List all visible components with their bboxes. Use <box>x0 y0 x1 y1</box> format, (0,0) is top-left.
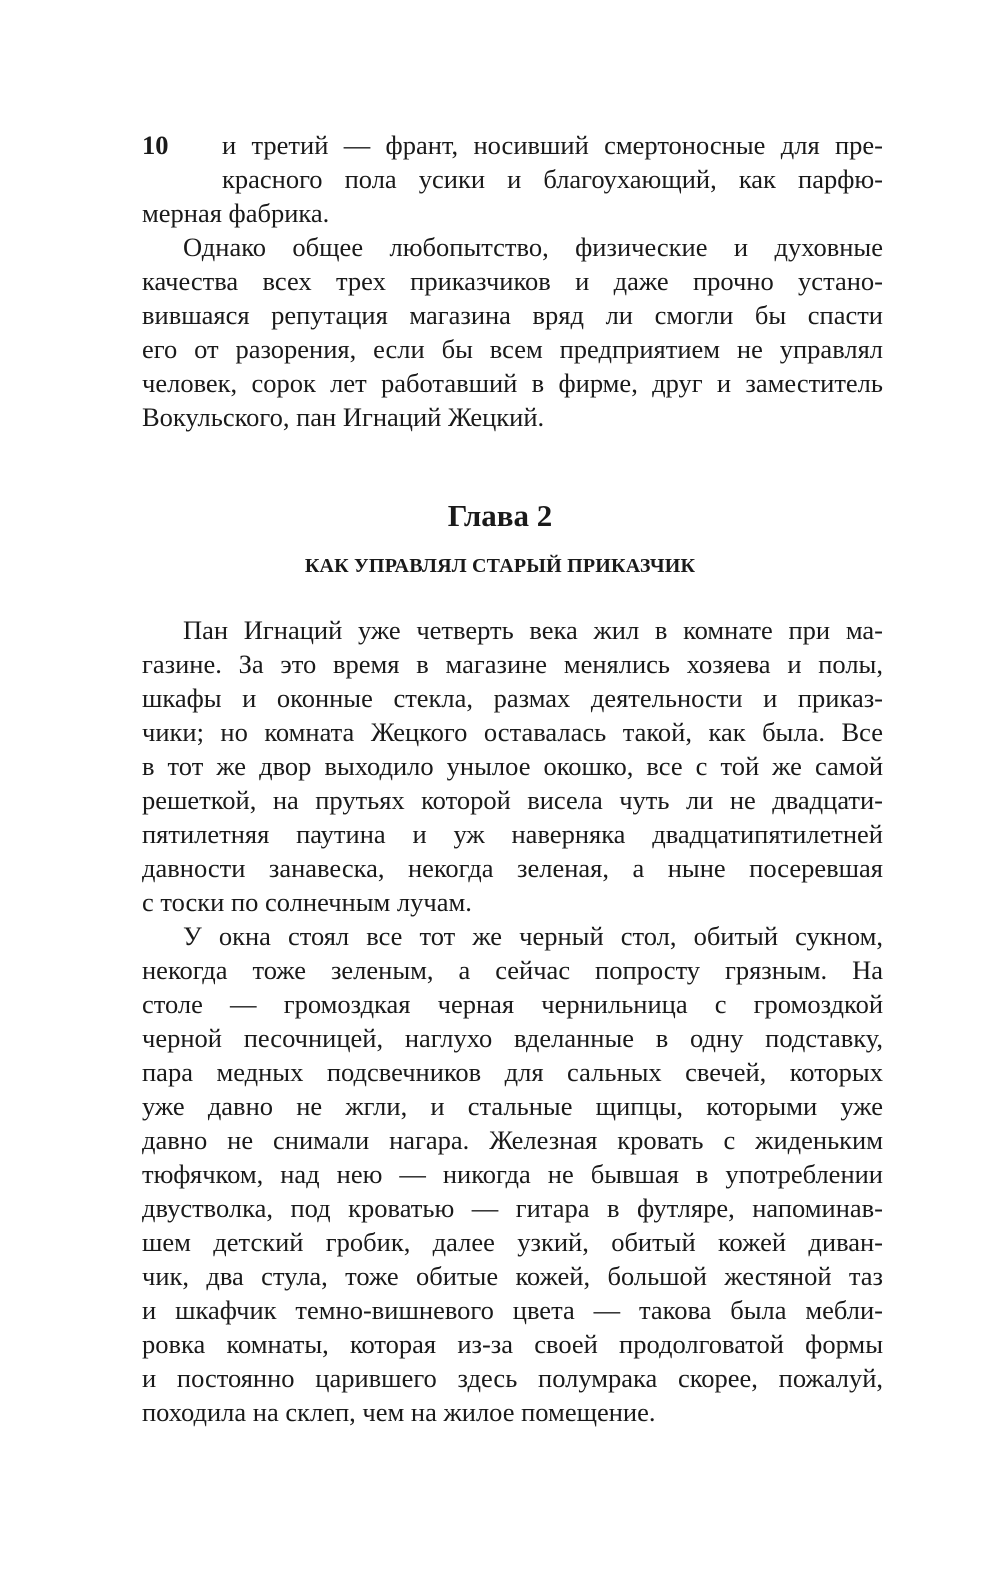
text-line: мерная фабрика. <box>142 198 330 228</box>
text-line: и постоянно царившего здесь полумрака скорее, пожалуй, <box>142 1363 883 1393</box>
text-line: столе — громоздкая черная чернильница с громоздкой <box>142 989 883 1019</box>
text-line: красного пола усики и благоухающий, как парфю- <box>222 164 883 194</box>
text-line: человек, сорок лет работавший в фирме, друг и заместитель <box>142 368 883 398</box>
text-line: Пан Игнаций уже четверть века жил в комнате при ма- <box>183 615 883 645</box>
chapter-text <box>142 613 883 1429</box>
text-line: походила на склеп, чем на жилое помещение. <box>142 1397 656 1427</box>
top-text <box>142 128 883 434</box>
page-number: 10 <box>142 130 169 160</box>
text-line: его от разорения, если бы всем предприятием не управлял <box>142 334 883 364</box>
text-line: с тоски по солнечным лучам. <box>142 887 472 917</box>
chapter-subtitle: КАК УПРАВЛЯЛ СТАРЫЙ ПРИКАЗЧИК <box>304 555 696 577</box>
text-line: давно не снимали нагара. Железная кровать с жиденьким <box>142 1125 883 1155</box>
text-line: шем детский гробик, далее узкий, обитый кожей диван- <box>142 1227 883 1257</box>
text-line: газине. За это время в магазине менялись хозяева и полы, <box>142 649 883 679</box>
text-line: давности занавеска, некогда зеленая, а ныне посеревшая <box>142 853 883 883</box>
text-line: ровка комнаты, которая из-за своей продолговатой формы <box>142 1329 883 1359</box>
text-line: уже давно не жгли, и стальные щипцы, которыми уже <box>142 1091 883 1121</box>
text-line: и третий — франт, носивший смертоносные для пре- <box>222 130 883 160</box>
text-line: Однако общее любопытство, физические и духовные <box>183 232 883 262</box>
text-line: черной песочницей, наглухо вделанные в одну подставку, <box>142 1023 883 1053</box>
text-line: вившаяся репутация магазина вряд ли смогли бы спасти <box>142 300 883 330</box>
text-line: Вокульского, пан Игнаций Жецкий. <box>142 402 545 432</box>
text-line: У окна стоял все тот же черный стол, обитый сукном, <box>183 921 883 951</box>
text-line: пара медных подсвечников для сальных свечей, которых <box>142 1057 883 1087</box>
text-line: и шкафчик темно-вишневого цвета — такова была мебли- <box>142 1295 883 1325</box>
text-line: пятилетняя паутина и уж наверняка двадцатипятилетней <box>142 819 883 849</box>
text-line: двустволка, под кроватью — гитара в футляре, напоминав- <box>142 1193 883 1223</box>
text-line: в тот же двор выходило унылое окошко, все с той же самой <box>142 751 883 781</box>
text-line: качества всех трех приказчиков и даже прочно устано- <box>142 266 883 296</box>
text-line: шкафы и оконные стекла, размах деятельности и приказ- <box>142 683 883 713</box>
text-line: чик, два стула, тоже обитые кожей, большой жестяной таз <box>142 1261 883 1291</box>
chapter-title: Глава 2 <box>447 498 553 533</box>
text-line: тюфячком, над нею — никогда не бывшая в употреблении <box>142 1159 883 1189</box>
text-line: чики; но комната Жецкого оставалась такой, как была. Все <box>142 717 883 747</box>
text-line: решеткой, на прутьях которой висела чуть ли не двадцати- <box>142 785 883 815</box>
text-line: некогда тоже зеленым, а сейчас попросту грязным. На <box>142 955 883 985</box>
